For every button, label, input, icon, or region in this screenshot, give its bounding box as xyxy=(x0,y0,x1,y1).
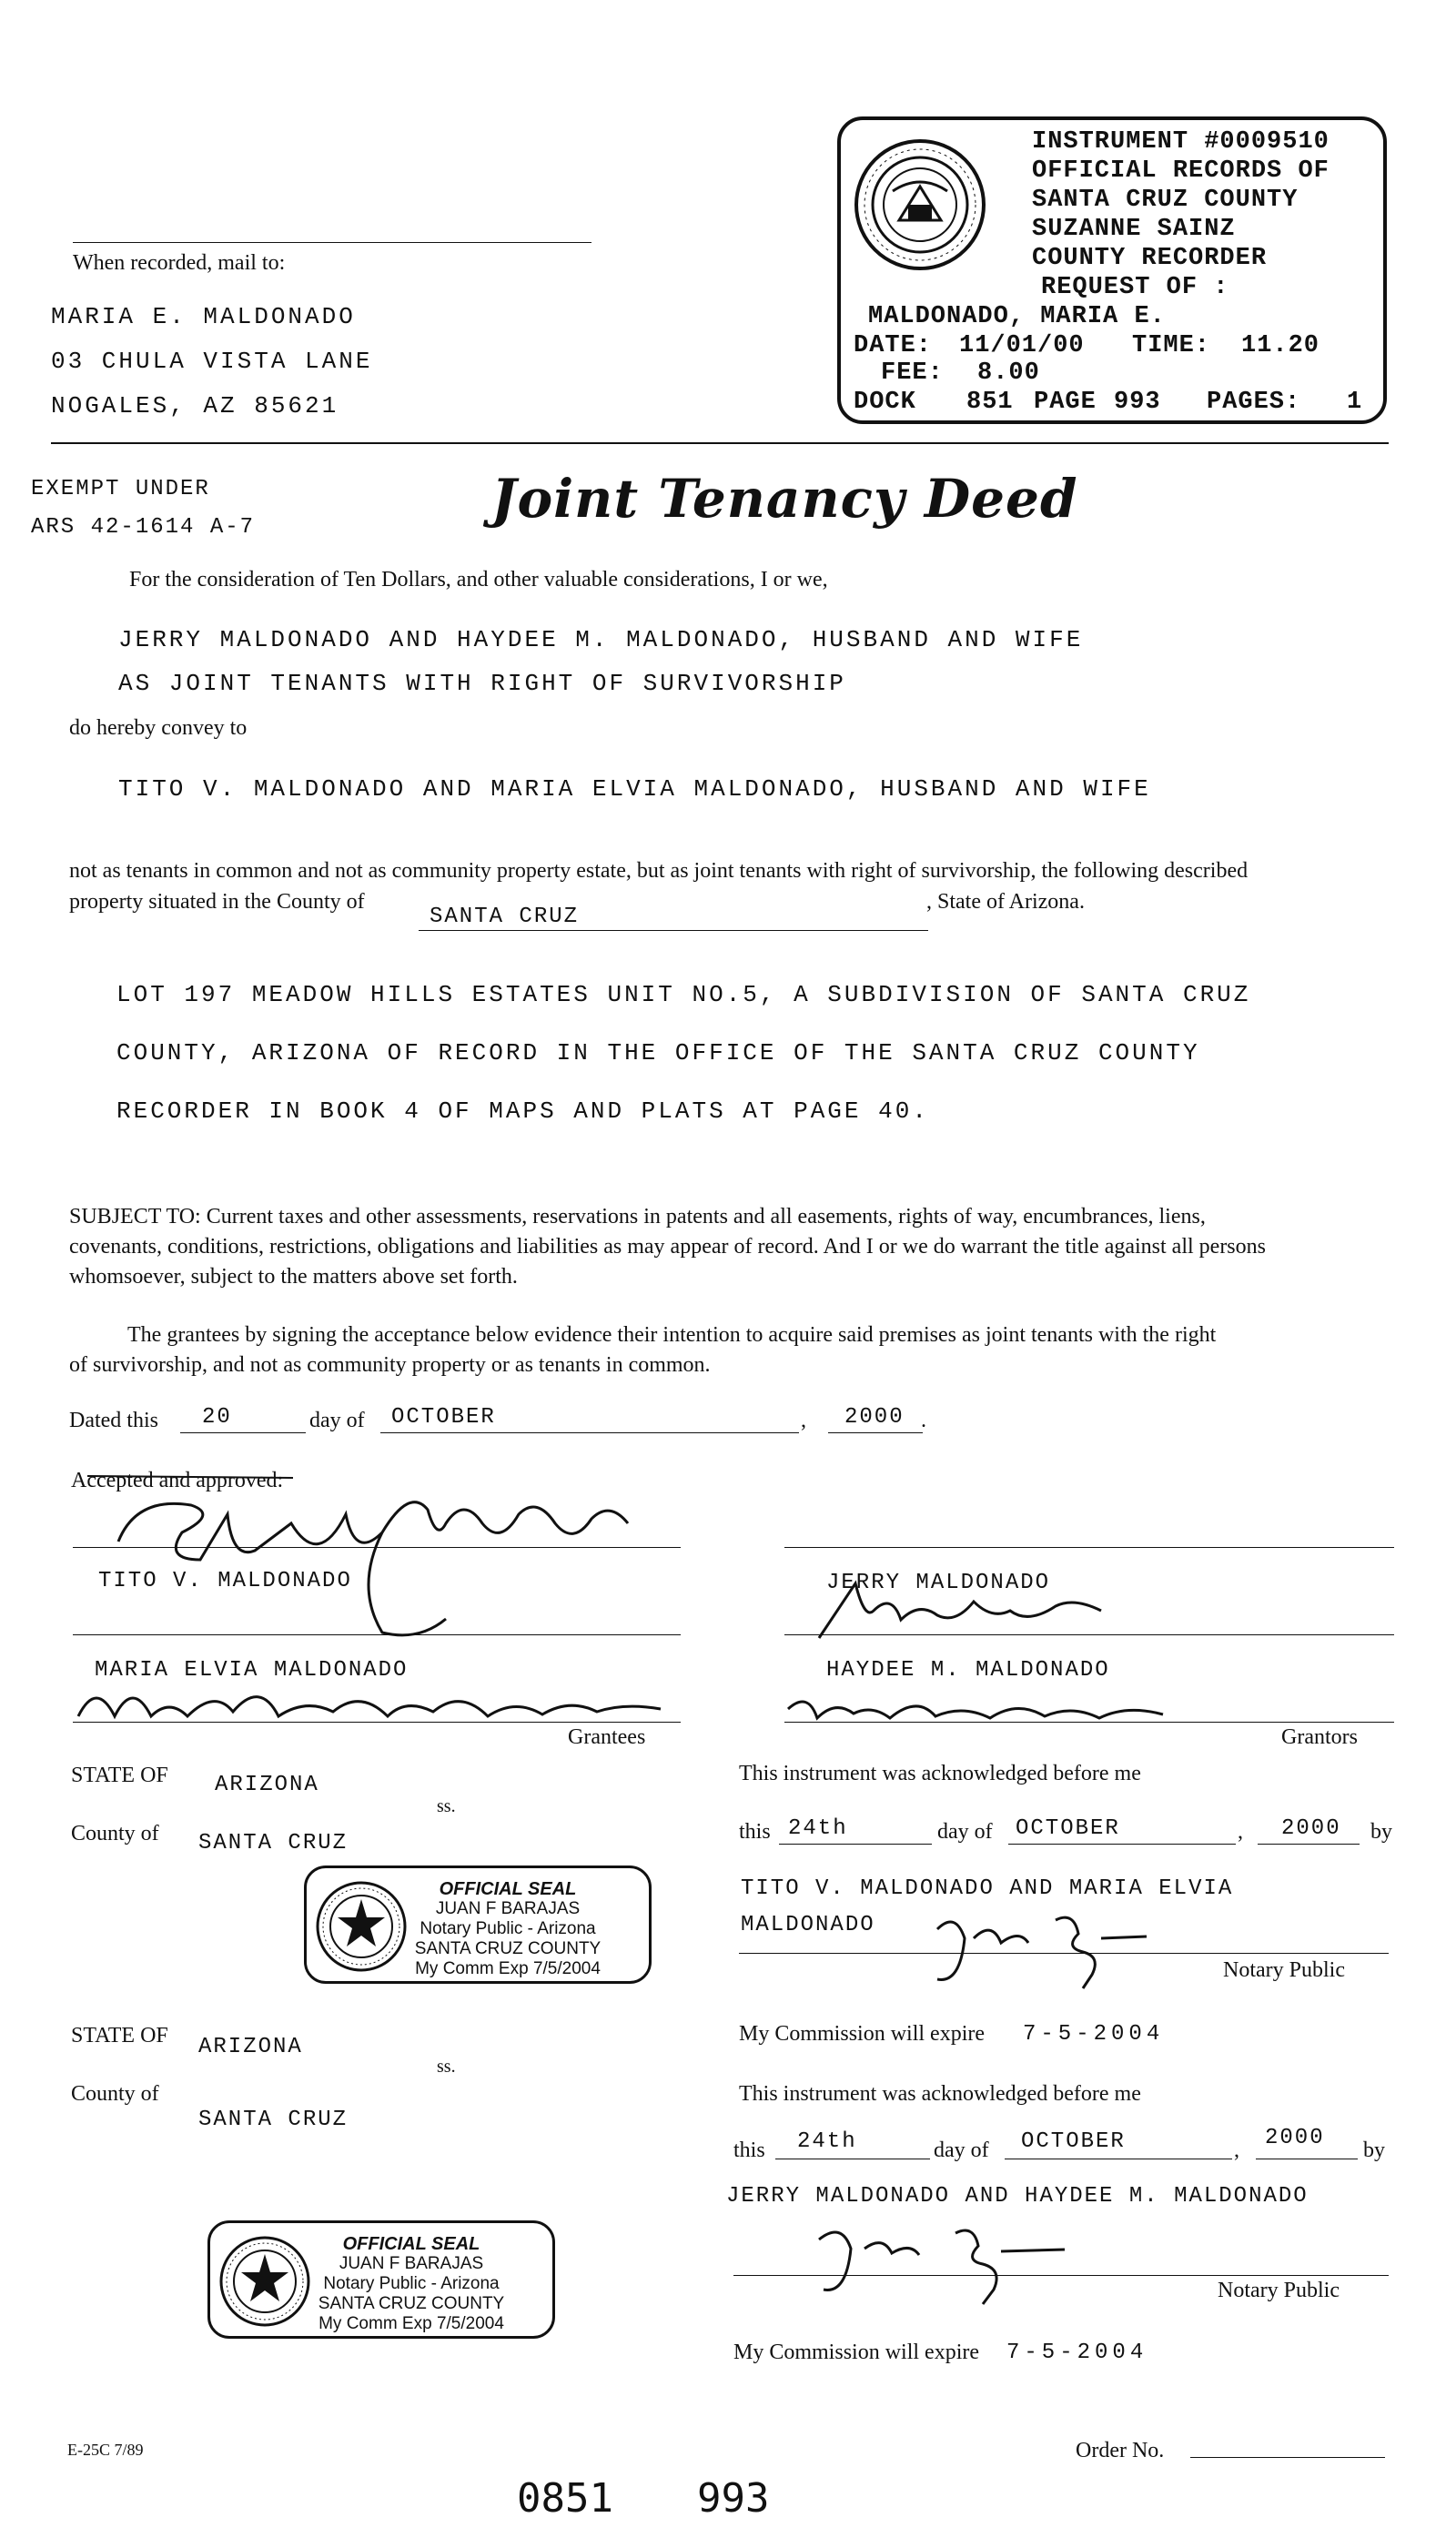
ack1-commission-label: My Commission will expire xyxy=(739,2022,985,2046)
mail-to-label: When recorded, mail to: xyxy=(73,251,286,275)
dated-comma: , xyxy=(801,1409,806,1432)
ack2-month: OCTOBER xyxy=(1021,2129,1126,2154)
grantee1-signature-line xyxy=(73,1547,681,1548)
order-number-line xyxy=(1190,2457,1385,2458)
notary-seal-2 xyxy=(207,2220,555,2339)
ack1-month-underline xyxy=(1008,1844,1236,1845)
ack2-intro: This instrument was acknowledged before me xyxy=(739,2082,1141,2106)
ack2-names-line1: JERRY MALDONADO AND HAYDEE M. MALDONADO xyxy=(726,2184,1309,2209)
grantor1-name: JERRY MALDONADO xyxy=(826,1571,1051,1595)
document-title: Joint Tenancy Deed xyxy=(491,468,1078,530)
grantor2-signature xyxy=(781,1682,1172,1736)
ack2-comma: , xyxy=(1234,2138,1239,2162)
notary1-county: SANTA CRUZ COUNTY xyxy=(414,1939,602,1958)
ack2-state-label: STATE OF xyxy=(71,2024,168,2048)
ack2-year: 2000 xyxy=(1265,2126,1325,2150)
notary1-signature-line xyxy=(739,1953,1389,1954)
grantor1-signature xyxy=(801,1574,1128,1647)
mail-to-top-rule xyxy=(73,242,592,243)
stamp-recorder-title: COUNTY RECORDER xyxy=(1032,245,1268,272)
stamp-page: 993 xyxy=(1114,389,1161,416)
recorder-stamp xyxy=(837,116,1387,424)
stamp-dock: 851 xyxy=(966,389,1014,416)
stamp-page-label: PAGE xyxy=(1034,389,1097,416)
header-divider xyxy=(51,442,1389,444)
grantors-label: Grantors xyxy=(1281,1725,1358,1749)
ack1-state-label: STATE OF xyxy=(71,1764,168,1787)
notary-seal-1 xyxy=(304,1866,652,1984)
ack1-this: this xyxy=(739,1820,771,1844)
mail-to-address2: NOGALES, AZ 85621 xyxy=(51,392,339,420)
dated-prefix: Dated this xyxy=(69,1409,158,1432)
notary2-county: SANTA CRUZ COUNTY xyxy=(318,2294,505,2313)
stamp-date: 11/01/00 xyxy=(959,332,1085,359)
grantee1-name: TITO V. MALDONADO xyxy=(98,1569,352,1593)
mail-to-name: MARIA E. MALDONADO xyxy=(51,303,356,330)
consideration-text: For the consideration of Ten Dollars, and other valuable considerations, I or we, xyxy=(129,568,828,592)
legal-description-line2: COUNTY, ARIZONA OF RECORD IN THE OFFICE OF THE SANTA CRUZ COUNTY xyxy=(116,1039,1200,1067)
ack1-year: 2000 xyxy=(1281,1816,1341,1841)
accepted-label: Accepted and approved: xyxy=(71,1469,284,1492)
ack2-commission-date: 7-5-2004 xyxy=(1006,2341,1148,2365)
grantees-label: Grantees xyxy=(568,1725,646,1749)
ack2-day-of: day of xyxy=(934,2138,989,2162)
notary1-name: JUAN F BARAJAS xyxy=(435,1899,581,1918)
ack1-year-underline xyxy=(1258,1844,1360,1845)
stamp-dock-label: DOCK xyxy=(854,389,916,416)
ack1-intro: This instrument was acknowledged before me xyxy=(739,1762,1141,1785)
tenancy-line1: not as tenants in common and not as community property estate, but as joint tenants with right of survivorship, the following described xyxy=(69,859,1249,883)
notary2-name: JUAN F BARAJAS xyxy=(339,2254,484,2273)
ack1-by: by xyxy=(1370,1820,1392,1844)
grantee1-signature xyxy=(82,1460,682,1642)
ack2-commission-label: My Commission will expire xyxy=(733,2341,979,2364)
ack1-ss: ss. xyxy=(437,1796,456,1816)
stamp-time-label: TIME: xyxy=(1132,332,1211,359)
form-id: E-25C 7/89 xyxy=(67,2441,144,2459)
dated-month-underline xyxy=(380,1432,799,1433)
ack2-ss: ss. xyxy=(437,2057,456,2077)
dated-year: 2000 xyxy=(844,1405,905,1430)
grantor2-top-line xyxy=(784,1634,1394,1635)
stamp-instrument: INSTRUMENT #0009510 xyxy=(1032,128,1330,156)
notary1-official-seal: OFFICIAL SEAL xyxy=(439,1879,577,1899)
grantees-intent-line2: of survivorship, and not as community property or as tenants in common. xyxy=(69,1353,711,1377)
ack1-day-of: day of xyxy=(937,1820,993,1844)
ack2-by: by xyxy=(1363,2138,1385,2162)
ack1-names-line2: MALDONADO xyxy=(741,1913,875,1937)
ack2-day: 24th xyxy=(797,2129,857,2154)
order-label: Order No. xyxy=(1076,2439,1165,2462)
grantee2-name: MARIA ELVIA MALDONADO xyxy=(95,1658,409,1683)
dated-period: . xyxy=(921,1409,926,1432)
subject-to-line1: SUBJECT TO: Current taxes and other assessments, reservations in patents and all easements, rights of way, encumbrances, liens, xyxy=(69,1205,1206,1228)
legal-description-line3: RECORDER IN BOOK 4 OF MAPS AND PLATS AT PAGE 40. xyxy=(116,1097,929,1125)
notary2-official-seal: OFFICIAL SEAL xyxy=(342,2234,480,2254)
stamp-recorder-name: SUZANNE SAINZ xyxy=(1032,216,1236,243)
notary2-signature xyxy=(801,2217,1110,2308)
convey-text: do hereby convey to xyxy=(69,716,248,740)
ack1-month: OCTOBER xyxy=(1016,1816,1120,1841)
grantor2-signature-line xyxy=(784,1722,1394,1723)
footer-page-number: 993 xyxy=(697,2475,770,2522)
county-underline xyxy=(419,930,928,931)
ack2-county-label: County of xyxy=(71,2082,159,2106)
exempt-line2: ARS 42-1614 A-7 xyxy=(31,515,256,540)
property-county: SANTA CRUZ xyxy=(430,905,580,929)
grantors-line1: JERRY MALDONADO AND HAYDEE M. MALDONADO, HUSBAND AND WIFE xyxy=(118,626,1084,653)
ack2-county: SANTA CRUZ xyxy=(198,2108,349,2132)
mail-to-address1: 03 CHULA VISTA LANE xyxy=(51,348,373,375)
dated-day-of: day of xyxy=(309,1409,365,1432)
grantor2-name: HAYDEE M. MALDONADO xyxy=(826,1658,1110,1683)
grantor1-signature-line xyxy=(784,1547,1394,1548)
stamp-time: 11.20 xyxy=(1241,332,1320,359)
notary1-expiration: My Comm Exp 7/5/2004 xyxy=(415,1959,601,1978)
stamp-official-records: OFFICIAL RECORDS OF xyxy=(1032,157,1330,185)
legal-description-line1: LOT 197 MEADOW HILLS ESTATES UNIT NO.5, A SUBDIVISION OF SANTA CRUZ xyxy=(116,981,1251,1008)
notary2-title: Notary Public - Arizona xyxy=(323,2274,500,2293)
ack2-state: ARIZONA xyxy=(198,2035,303,2059)
grantees-intent-line1: The grantees by signing the acceptance below evidence their intention to acquire said premises as joint tenants with the right xyxy=(127,1323,1217,1347)
grantees-line: TITO V. MALDONADO AND MARIA ELVIA MALDONADO, HUSBAND AND WIFE xyxy=(118,775,1151,803)
ack2-notary-label: Notary Public xyxy=(1218,2279,1340,2302)
ack1-day: 24th xyxy=(788,1816,848,1841)
stamp-requester: MALDONADO, MARIA E. xyxy=(868,303,1166,330)
stamp-date-label: DATE: xyxy=(854,332,933,359)
footer-book-number: 0851 xyxy=(517,2475,613,2522)
grantee2-top-line xyxy=(73,1634,681,1635)
ack1-names-line1: TITO V. MALDONADO AND MARIA ELVIA xyxy=(741,1876,1234,1901)
grantors-line2: AS JOINT TENANTS WITH RIGHT OF SURVIVORSHIP xyxy=(118,670,846,697)
ack1-comma: , xyxy=(1238,1820,1243,1844)
dated-year-underline xyxy=(828,1432,923,1433)
stamp-pages: 1 xyxy=(1347,389,1363,416)
tenancy-line2-a: property situated in the County of xyxy=(69,890,365,914)
stamp-county: SANTA CRUZ COUNTY xyxy=(1032,187,1299,214)
grantee2-signature-line xyxy=(73,1722,681,1723)
exempt-line1: EXEMPT UNDER xyxy=(31,477,210,501)
ack1-day-underline xyxy=(779,1844,932,1845)
subject-to-line3: whomsoever, subject to the matters above set forth. xyxy=(69,1265,518,1289)
ack1-commission-date: 7-5-2004 xyxy=(1023,2022,1165,2047)
dated-month: OCTOBER xyxy=(391,1405,496,1430)
dated-day-underline xyxy=(180,1432,306,1433)
county-seal-icon xyxy=(852,136,988,273)
notary2-expiration: My Comm Exp 7/5/2004 xyxy=(318,2314,504,2333)
stamp-fee-label: FEE: xyxy=(881,359,944,387)
ack2-this: this xyxy=(733,2138,765,2162)
notary2-signature-line xyxy=(733,2275,1389,2276)
ack1-state: ARIZONA xyxy=(215,1773,319,1797)
notary1-title: Notary Public - Arizona xyxy=(420,1919,596,1938)
dated-day: 20 xyxy=(202,1405,232,1430)
subject-to-line2: covenants, conditions, restrictions, obligations and liabilities as may appear of record. And I or we do warrant the title against all persons xyxy=(69,1235,1266,1259)
notary1-signature xyxy=(919,1902,1183,1993)
stamp-fee: 8.00 xyxy=(977,359,1040,387)
stamp-pages-label: PAGES: xyxy=(1207,389,1301,416)
stamp-request-of: REQUEST OF : xyxy=(1041,274,1229,301)
ack1-county: SANTA CRUZ xyxy=(198,1831,349,1855)
ack1-notary-label: Notary Public xyxy=(1223,1958,1345,1982)
tenancy-line2-b: , State of Arizona. xyxy=(926,890,1085,914)
ack1-county-label: County of xyxy=(71,1822,159,1845)
